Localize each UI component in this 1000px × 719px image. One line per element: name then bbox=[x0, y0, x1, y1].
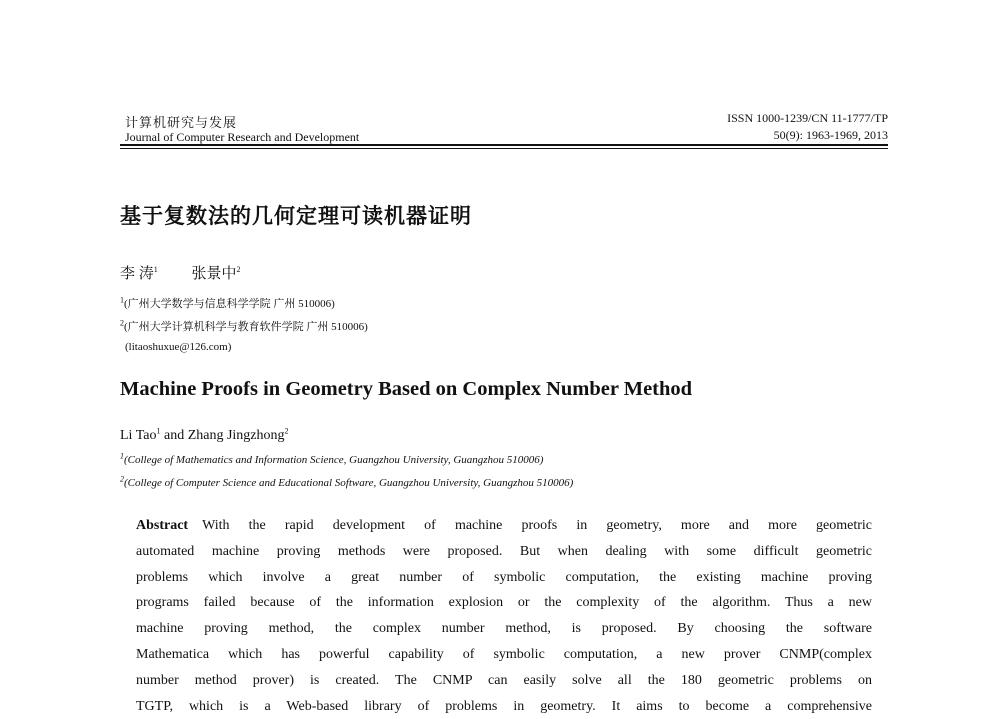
affiliation-english-1 bbox=[120, 451, 544, 466]
header-rule bbox=[120, 144, 888, 146]
header-rule-thin bbox=[120, 148, 888, 149]
authors-english bbox=[120, 428, 289, 444]
affiliation-sup: 1 bbox=[120, 295, 124, 305]
journal-name-chinese: 计算机研究与发展 bbox=[125, 115, 238, 130]
author-email: (litaoshuxue@126.com) bbox=[125, 341, 232, 353]
affiliation-text: (广州大学计算机科学与教育软件学院 广州 510006) bbox=[124, 321, 368, 333]
abstract-line: Mathematica which has powerful capability of symbolic computation, a new prover CNMP(complex bbox=[136, 646, 872, 662]
abstract-label: Abstract bbox=[136, 518, 189, 533]
affiliation-text: (College of Mathematics and Information Science, Guangzhou University, Guangzhou 510006) bbox=[124, 454, 544, 466]
abstract-line: TGTP, which is a Web-based library of problems in geometry. It aims to become a comprehensive bbox=[136, 698, 872, 714]
abstract-text: With the rapid development of machine proofs in geometry, more and more geometric bbox=[202, 518, 872, 533]
issn-info: ISSN 1000-1239/CN 11-1777/TP bbox=[727, 111, 888, 125]
volume-pages-year: 50(9): 1963-1969, 2013 bbox=[773, 128, 888, 142]
paper-title-chinese: 基于复数法的几何定理可读机器证明 bbox=[120, 204, 472, 228]
affiliation-chinese-2 bbox=[120, 318, 368, 334]
authors-chinese bbox=[120, 262, 241, 283]
author-name: Zhang Jingzhong bbox=[187, 428, 285, 443]
author-name: 李 涛 bbox=[120, 266, 154, 282]
abstract-line: automated machine proving methods were proposed. But when dealing with some difficult geometric bbox=[136, 543, 872, 559]
affiliation-sup: 1 bbox=[120, 451, 124, 461]
affiliation-text: (College of Computer Science and Educational Software, Guangzhou University, Guangzhou 510006) bbox=[124, 477, 574, 489]
paper-title-english: Machine Proofs in Geometry Based on Complex Number Method bbox=[120, 378, 693, 400]
author-name: 张景中 bbox=[191, 266, 237, 282]
author-sup: 1 bbox=[153, 265, 158, 274]
abstract-line: number method prover) is created. The CNMP can easily solve all the 180 geometric problems on bbox=[136, 672, 872, 688]
journal-name-english: Journal of Computer Research and Development bbox=[125, 130, 360, 144]
affiliation-text: (广州大学数学与信息科学学院 广州 510006) bbox=[124, 298, 335, 310]
abstract bbox=[136, 513, 872, 719]
abstract-line: problems which involve a great number of symbolic computation, the existing machine proving bbox=[136, 569, 872, 585]
abstract-line bbox=[136, 513, 872, 539]
abstract-line: programs failed because of the information explosion or the complexity of the algorithm. Thus a new bbox=[136, 595, 872, 611]
affiliation-chinese-1 bbox=[120, 295, 335, 311]
affiliation-sup: 2 bbox=[120, 474, 124, 484]
author-sup: 2 bbox=[284, 426, 289, 436]
abstract-line: machine proving method, the complex number method, is proposed. By choosing the software bbox=[136, 621, 872, 637]
author-joiner: and bbox=[163, 428, 185, 443]
affiliation-english-2 bbox=[120, 474, 574, 489]
author-sup: 1 bbox=[156, 426, 161, 436]
author-sup: 2 bbox=[236, 265, 241, 274]
affiliation-sup: 2 bbox=[120, 318, 124, 328]
author-name: Li Tao bbox=[120, 428, 157, 443]
